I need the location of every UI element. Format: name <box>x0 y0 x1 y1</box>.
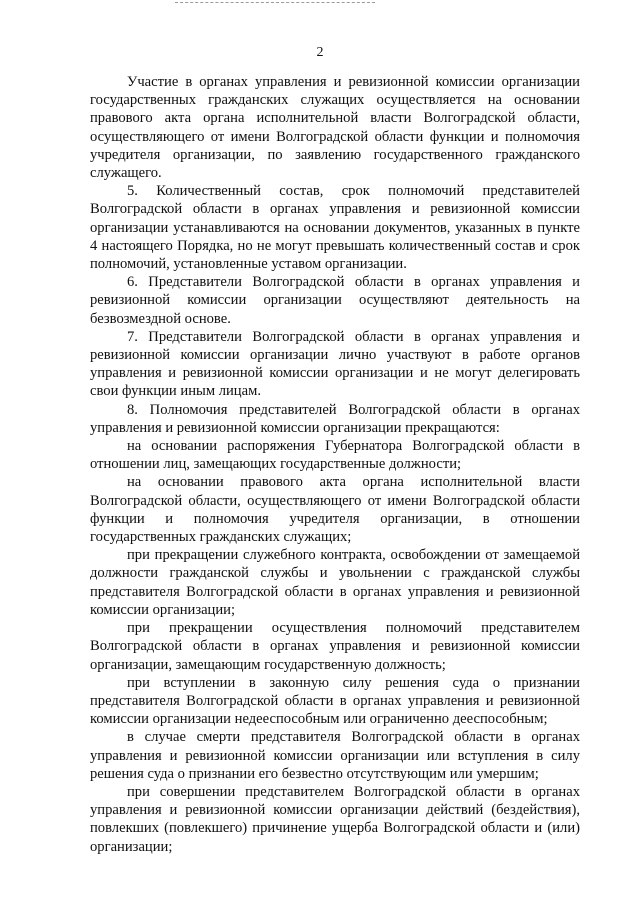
document-body <box>90 73 580 856</box>
scan-edge-line <box>175 2 375 3</box>
paragraph-item-6: 6. Представители Волгоградской области в органах управления и ревизионной комиссии организации осуществляют деятельность на безвозмездной основе. <box>90 274 580 327</box>
paragraph-item-5: 5. Количественный состав, срок полномочий представителей Волгоградской области в органах управления и ревизионной комиссии организации устанавливаются на основании документов, указанных в пункте 4 настоящего Порядка, но не могут превышать количественный состав и срок полномочий, установленные уставом организации. <box>90 183 580 273</box>
paragraph-intro: Участие в органах управления и ревизионной комиссии организации государственных гражданских служащих осуществляется на основании правового акта органа исполнительной власти Волгоградской области, осуществляющего от имени Волгоградской области функции и полномочия учредителя организации, по заявлению государственного гражданского служащего. <box>90 74 580 182</box>
paragraph-item-8-clause-5: при вступлении в законную силу решения суда о признании представителя Волгоградской области в органах управления и ревизионной комиссии организации недееспособным или ограниченно дееспособным; <box>90 674 580 728</box>
paragraph-item-8-clause-2: на основании правового акта органа исполнительной власти Волгоградской области, осуществляющего от имени Волгоградской области функции и полномочия учредителя организации, в отношении государственных гражданских служащих; <box>90 474 580 546</box>
paragraph-item-8-clause-4: при прекращении осуществления полномочий представителем Волгоградской области в органах управления и ревизионной комиссии организации, замещающим государственную должность; <box>90 620 580 673</box>
paragraph-item-8: 8. Полномочия представителей Волгоградской области в органах управления и ревизионной комиссии организации прекращаются: <box>90 401 580 436</box>
page-number: 2 <box>316 45 324 60</box>
paragraph-item-8-clause-3: при прекращении служебного контракта, освобождении от замещаемой должности гражданской службы и увольнении с гражданской службы представителя Волгоградской области в органах управления и ревизионной комиссии организации; <box>90 547 580 618</box>
paragraph-item-7: 7. Представители Волгоградской области в органах управления и ревизионной комиссии организации лично участвуют в работе органов управления и ревизионной комиссии организации и не могут делегировать свои функции иным лицам. <box>90 328 580 400</box>
paragraph-item-8-clause-1: на основании распоряжения Губернатора Волгоградской области в отношении лиц, замещающих государственные должности; <box>90 438 580 473</box>
paragraph-item-8-clause-7: при совершении представителем Волгоградской области в органах управления и ревизионной комиссии организации действий (бездействия), повлекших (повлекшего) причинение ущерба Волгоградской области и (или) организации; <box>90 783 580 855</box>
paragraph-item-8-clause-6: в случае смерти представителя Волгоградской области в органах управления и ревизионной комиссии организации или вступления в силу решения суда о признании его безвестно отсутствующим или умершим; <box>90 729 580 782</box>
